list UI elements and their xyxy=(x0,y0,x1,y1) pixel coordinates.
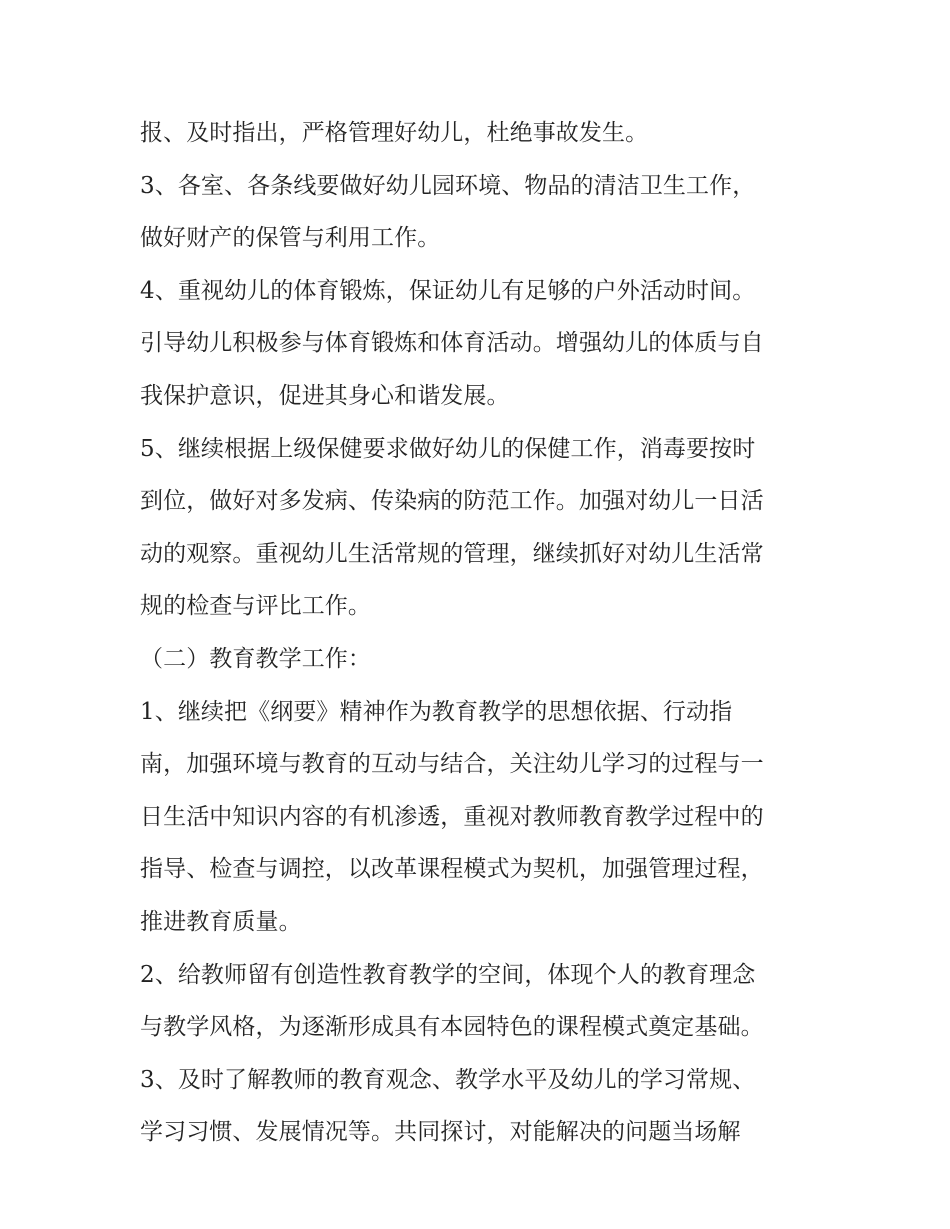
text-line: 指导、检查与调控，以改革课程模式为契机，加强管理过程， xyxy=(140,856,764,883)
text-line: 3、各室、各条线要做好幼儿园环境、物品的清洁卫生工作， xyxy=(140,172,756,199)
section-heading: （二）教育教学工作： xyxy=(140,645,371,672)
text-line: 4、重视幼儿的体育锻炼，保证幼儿有足够的户外活动时间。 xyxy=(140,277,756,304)
text-line: 到位，做好对多发病、传染病的防范工作。加强对幼儿一日活 xyxy=(140,488,764,515)
text-line: 做好财产的保管与利用工作。 xyxy=(140,225,441,252)
text-line: 推进教育质量。 xyxy=(140,908,302,935)
text-line: 与教学风格，为逐渐形成具有本园特色的课程模式奠定基础。 xyxy=(140,1014,764,1041)
text-line: 南，加强环境与教育的互动与结合，关注幼儿学习的过程与一 xyxy=(140,751,764,778)
text-line: 1、继续把《纲要》精神作为教育教学的思想依据、行动指 xyxy=(140,698,733,725)
text-line: 我保护意识，促进其身心和谐发展。 xyxy=(140,382,510,409)
text-line: 学习习惯、发展情况等。共同探讨，对能解决的问题当场解 xyxy=(140,1119,741,1146)
text-line: 动的观察。重视幼儿生活常规的管理，继续抓好对幼儿生活常 xyxy=(140,540,764,567)
document-body xyxy=(140,107,830,1159)
text-line: 日生活中知识内容的有机渗透，重视对教师教育教学过程中的 xyxy=(140,803,764,830)
text-line: 5、继续根据上级保健要求做好幼儿的保健工作，消毒要按时 xyxy=(140,435,756,462)
text-line: 规的检查与评比工作。 xyxy=(140,593,371,620)
text-line: 引导幼儿积极参与体育锻炼和体育活动。增强幼儿的体质与自 xyxy=(140,330,764,357)
text-line: 3、及时了解教师的教育观念、教学水平及幼儿的学习常规、 xyxy=(140,1066,756,1093)
text-line: 报、及时指出，严格管理好幼儿，杜绝事故发生。 xyxy=(140,120,649,146)
text-line: 2、给教师留有创造性教育教学的空间，体现个人的教育理念 xyxy=(140,961,756,988)
